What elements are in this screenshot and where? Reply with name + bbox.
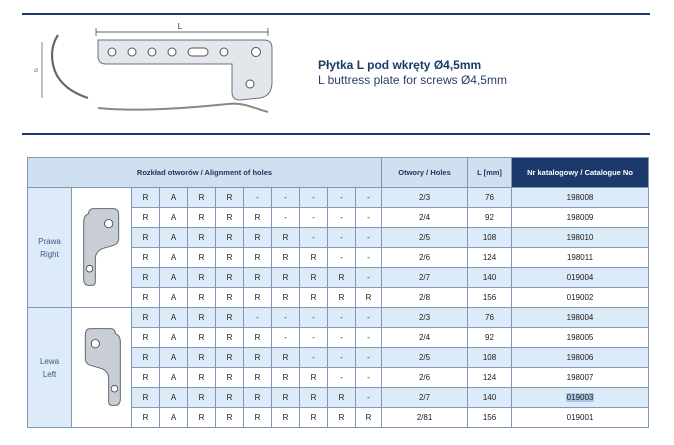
hole-cell: -	[272, 308, 300, 328]
hole-cell: R	[132, 328, 160, 348]
hole-cell: R	[188, 408, 216, 428]
hole-cell: R	[216, 268, 244, 288]
length-cell: 140	[468, 388, 512, 408]
length-cell: 108	[468, 228, 512, 248]
plate-image-cell	[72, 188, 132, 308]
hole-cell: -	[328, 228, 356, 248]
hole-cell: R	[188, 208, 216, 228]
hole-cell: R	[188, 188, 216, 208]
hole-cell: R	[328, 268, 356, 288]
hole-cell: R	[188, 348, 216, 368]
length-cell: 108	[468, 348, 512, 368]
product-title-block	[318, 58, 507, 88]
hole-cell: R	[272, 348, 300, 368]
catalogue-cell[interactable]: 198008	[512, 188, 649, 208]
plate-image-cell	[72, 308, 132, 428]
holes-cell: 2/5	[382, 348, 468, 368]
holes-cell: 2/3	[382, 308, 468, 328]
hole-cell: -	[328, 328, 356, 348]
hole-cell: -	[356, 348, 382, 368]
hole-cell: R	[216, 188, 244, 208]
hole-cell: R	[244, 268, 272, 288]
holes-cell: 2/7	[382, 388, 468, 408]
hole-cell: R	[272, 288, 300, 308]
hole-cell: -	[272, 188, 300, 208]
hole-cell: -	[244, 308, 272, 328]
catalogue-cell[interactable]: 019002	[512, 288, 649, 308]
hole-cell: R	[216, 248, 244, 268]
hole-cell: -	[356, 368, 382, 388]
hole-cell: R	[132, 188, 160, 208]
hole-cell: R	[272, 388, 300, 408]
holes-cell: 2/6	[382, 368, 468, 388]
hole-cell: R	[300, 408, 328, 428]
hole-cell: -	[300, 308, 328, 328]
hole-cell: R	[244, 348, 272, 368]
hole-cell: R	[188, 268, 216, 288]
hole-cell: R	[132, 348, 160, 368]
header-catalogue: Nr katalogowy / Catalogue No	[512, 158, 649, 188]
hole-cell: -	[244, 188, 272, 208]
catalogue-cell[interactable]: 198009	[512, 208, 649, 228]
table-body	[28, 188, 649, 428]
hole-cell: R	[132, 228, 160, 248]
length-cell: 124	[468, 368, 512, 388]
side-label	[28, 308, 72, 428]
hole-cell: -	[328, 208, 356, 228]
hole-cell: R	[272, 248, 300, 268]
hole-cell: -	[300, 228, 328, 248]
hole-cell: R	[244, 368, 272, 388]
hole-cell: -	[300, 348, 328, 368]
hole-cell: R	[216, 228, 244, 248]
hole-cell: -	[328, 248, 356, 268]
catalogue-table	[27, 157, 649, 428]
holes-cell: 2/7	[382, 268, 468, 288]
hole-cell: R	[188, 368, 216, 388]
header-holes: Otwory / Holes	[382, 158, 468, 188]
side-label	[28, 188, 72, 308]
hole-cell: R	[328, 288, 356, 308]
hole-cell: A	[160, 388, 188, 408]
table-header-row	[28, 158, 649, 188]
hole-cell: R	[132, 288, 160, 308]
catalogue-cell[interactable]: 198010	[512, 228, 649, 248]
hole-cell: R	[300, 248, 328, 268]
hole-cell: A	[160, 248, 188, 268]
hole-cell: R	[216, 308, 244, 328]
holes-cell: 2/4	[382, 208, 468, 228]
hole-cell: R	[244, 408, 272, 428]
hole-cell: -	[272, 208, 300, 228]
header-length: L [mm]	[468, 158, 512, 188]
hole-cell: R	[272, 368, 300, 388]
hole-cell: R	[328, 408, 356, 428]
length-cell: 92	[468, 328, 512, 348]
product-title-pl: Płytka L pod wkręty Ø4,5mm	[318, 58, 482, 72]
hole-cell: R	[244, 288, 272, 308]
hole-cell: R	[132, 388, 160, 408]
catalogue-cell[interactable]: 198007	[512, 368, 649, 388]
hole-cell: A	[160, 208, 188, 228]
right-plate-icon	[77, 201, 127, 293]
hole-cell: R	[216, 348, 244, 368]
hole-cell: R	[300, 268, 328, 288]
hole-cell: R	[188, 288, 216, 308]
selected-catalogue-text[interactable]: 019003	[566, 393, 594, 402]
length-cell: 156	[468, 408, 512, 428]
length-cell: 92	[468, 208, 512, 228]
hole-cell: R	[216, 328, 244, 348]
hole-cell: -	[328, 188, 356, 208]
hole-cell: R	[188, 248, 216, 268]
hole-cell: R	[244, 228, 272, 248]
hole-cell: A	[160, 288, 188, 308]
hole-cell: A	[160, 408, 188, 428]
hole-cell: R	[216, 208, 244, 228]
hole-cell: R	[188, 228, 216, 248]
hole-cell: A	[160, 228, 188, 248]
holes-cell: 2/8	[382, 288, 468, 308]
holes-cell: 2/3	[382, 188, 468, 208]
catalogue-cell[interactable]: 198006	[512, 348, 649, 368]
hole-cell: -	[356, 308, 382, 328]
length-cell: 124	[468, 248, 512, 268]
hole-cell: A	[160, 368, 188, 388]
hole-cell: -	[300, 208, 328, 228]
hole-cell: A	[160, 308, 188, 328]
length-cell: 76	[468, 308, 512, 328]
hole-cell: R	[216, 388, 244, 408]
table-row	[28, 188, 649, 208]
product-title-en: L buttress plate for screws Ø4,5mm	[318, 73, 507, 87]
hole-cell: R	[188, 388, 216, 408]
plate-technical-drawing	[28, 20, 288, 125]
hole-cell: -	[356, 268, 382, 288]
catalogue-cell[interactable]: 198011	[512, 248, 649, 268]
length-cell: 76	[468, 188, 512, 208]
hole-cell: R	[216, 368, 244, 388]
hole-cell: -	[328, 308, 356, 328]
side-label-pl: Lewa	[39, 356, 60, 366]
hole-cell: A	[160, 328, 188, 348]
hole-cell: -	[328, 348, 356, 368]
svg-text:∅: ∅	[34, 68, 39, 74]
hole-cell: A	[160, 268, 188, 288]
hole-cell: R	[272, 408, 300, 428]
side-label-pl: Prawa	[38, 236, 61, 246]
hole-cell: R	[300, 288, 328, 308]
hole-cell: -	[356, 328, 382, 348]
hole-cell: R	[132, 208, 160, 228]
holes-cell: 2/81	[382, 408, 468, 428]
hole-cell: R	[328, 388, 356, 408]
hole-cell: R	[244, 328, 272, 348]
hole-cell: R	[300, 388, 328, 408]
hole-cell: -	[356, 188, 382, 208]
hole-cell: A	[160, 188, 188, 208]
hole-cell: -	[356, 248, 382, 268]
hole-cell: R	[356, 288, 382, 308]
catalogue-cell[interactable]: 019004	[512, 268, 649, 288]
hole-cell: R	[188, 308, 216, 328]
length-cell: 140	[468, 268, 512, 288]
dimension-label: L	[177, 22, 183, 31]
hole-cell: R	[132, 368, 160, 388]
hole-cell: R	[132, 308, 160, 328]
hole-cell: R	[188, 328, 216, 348]
catalogue-cell[interactable]	[512, 388, 649, 408]
hole-cell: R	[132, 408, 160, 428]
table-row	[28, 308, 649, 328]
hole-cell: -	[300, 188, 328, 208]
hole-cell: R	[244, 248, 272, 268]
middle-divider	[22, 133, 650, 135]
hole-cell: R	[216, 408, 244, 428]
hole-cell: -	[328, 368, 356, 388]
hole-cell: R	[132, 268, 160, 288]
hole-cell: R	[244, 388, 272, 408]
catalogue-cell[interactable]: 198005	[512, 328, 649, 348]
side-label-en: Left	[42, 369, 57, 379]
hole-cell: -	[356, 228, 382, 248]
hole-cell: R	[244, 208, 272, 228]
header-alignment: Rozkład otworów / Alignment of holes	[28, 158, 382, 188]
catalogue-cell[interactable]: 019001	[512, 408, 649, 428]
holes-cell: 2/6	[382, 248, 468, 268]
hole-cell: -	[272, 328, 300, 348]
hole-cell: A	[160, 348, 188, 368]
catalogue-cell[interactable]: 198004	[512, 308, 649, 328]
left-plate-icon	[77, 321, 127, 413]
hole-cell: R	[272, 228, 300, 248]
hole-cell: R	[300, 368, 328, 388]
hole-cell: R	[132, 248, 160, 268]
length-cell: 156	[468, 288, 512, 308]
hole-cell: -	[356, 208, 382, 228]
hole-cell: -	[300, 328, 328, 348]
side-label-en: Right	[40, 249, 59, 259]
hole-cell: R	[356, 408, 382, 428]
hole-cell: R	[216, 288, 244, 308]
top-divider	[22, 13, 650, 15]
hole-cell: -	[356, 388, 382, 408]
holes-cell: 2/4	[382, 328, 468, 348]
holes-cell: 2/5	[382, 228, 468, 248]
hole-cell: R	[272, 268, 300, 288]
